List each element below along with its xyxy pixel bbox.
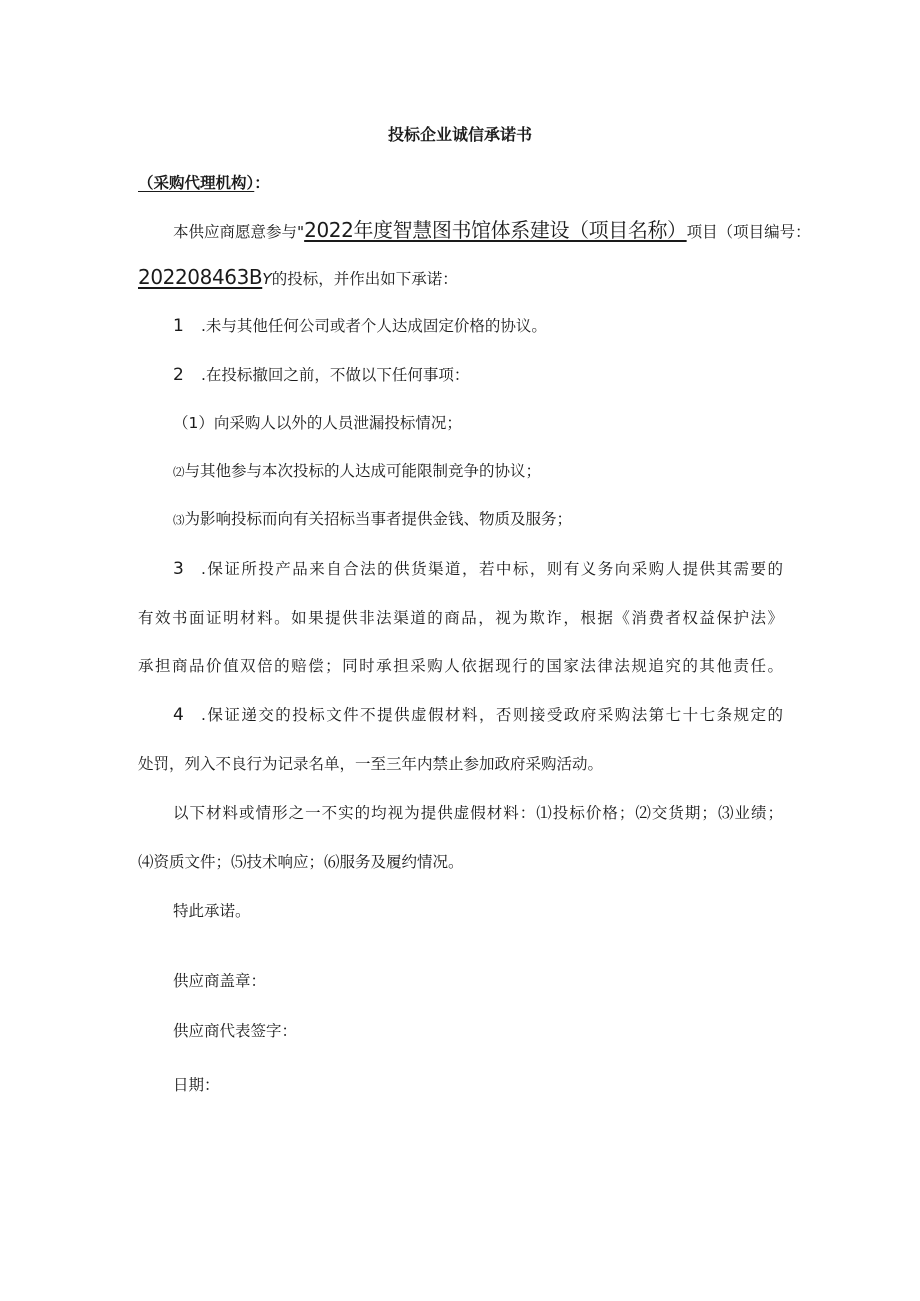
- sub-item-2-text: 与其他参与本次投标的人达成可能限制竞争的协议；: [184, 462, 542, 480]
- project-number: 202208463B: [138, 265, 263, 289]
- sub-item-2-number: ⑵: [173, 465, 185, 479]
- sub-item-3-text: 为影响投标而向有关招标当事者提供金钱、物质及服务；: [184, 510, 573, 528]
- item-3-number: 3: [173, 559, 184, 579]
- addressee-colon: ：: [254, 174, 270, 192]
- sub-item-2: [173, 460, 541, 483]
- item-2: [173, 364, 469, 386]
- intro-line-2: [138, 266, 458, 290]
- sub-item-1: [173, 412, 462, 434]
- intro-suffix: 项目（项目编号：: [686, 223, 811, 241]
- addressee-line: [138, 172, 270, 194]
- item-3-text-1: .保证所投产品来自合法的供货渠道，若中标，则有义务向采购人提供其需要的: [201, 560, 783, 578]
- intro-tail: 的投标，并作出如下承诺：: [271, 270, 458, 288]
- addressee-name: （采购代理机构）: [138, 174, 255, 192]
- item-4-line-2: 处罚，列入不良行为记录名单，一至三年内禁止参加政府采购活动。: [138, 755, 604, 773]
- sub-item-3: [173, 508, 572, 531]
- sub-item-1-number: （1）: [173, 414, 214, 432]
- item-3-line-1: [173, 558, 783, 580]
- page-title: 投标企业诚信承诺书: [387, 125, 532, 144]
- intro-prefix: 本供应商愿意参与": [173, 223, 305, 241]
- item-4-line-1: [173, 704, 783, 726]
- item-3-line-2: 有效书面证明材料。如果提供非法渠道的商品，视为欺诈，根据《消费者权益保护法》: [138, 609, 783, 627]
- supplier-rep-signature-label: 供应商代表签字：: [173, 1022, 298, 1040]
- date-label: 日期：: [173, 1076, 220, 1094]
- item-3-line-3: 承担商品价值双倍的赔偿；同时承担采购人依据现行的国家法律法规追究的其他责任。: [138, 657, 783, 675]
- item-1-text: .未与其他任何公司或者个人达成固定价格的协议。: [201, 317, 547, 335]
- item-4-text-1: .保证递交的投标文件不提供虚假材料，否则接受政府采购法第七十七条规定的: [201, 706, 783, 724]
- supplier-seal-label: 供应商盖章：: [173, 972, 267, 990]
- project-name: 2022年度智慧图书馆体系建设（项目名称）: [304, 218, 687, 242]
- item-2-number: 2: [173, 365, 184, 385]
- item-1: [173, 315, 547, 337]
- closing-statement: 特此承诺。: [173, 902, 251, 920]
- sub-item-1-text: 向采购人以外的人员泄漏投标情况；: [213, 414, 462, 432]
- item-4-number: 4: [173, 705, 184, 725]
- item-1-number: 1: [173, 316, 184, 336]
- false-materials-line-2: ⑷资质文件；⑸技术响应；⑹服务及履约情况。: [138, 853, 464, 871]
- intro-line-1: [173, 219, 811, 243]
- sub-item-3-number: ⑶: [173, 513, 185, 527]
- project-mark: Y: [262, 270, 272, 288]
- item-2-text: .在投标撤回之前，不做以下任何事项：: [201, 366, 470, 384]
- false-materials-line-1: 以下材料或情形之一不实的均视为提供虚假材料：⑴投标价格；⑵交货期；⑶业绩；: [173, 804, 783, 822]
